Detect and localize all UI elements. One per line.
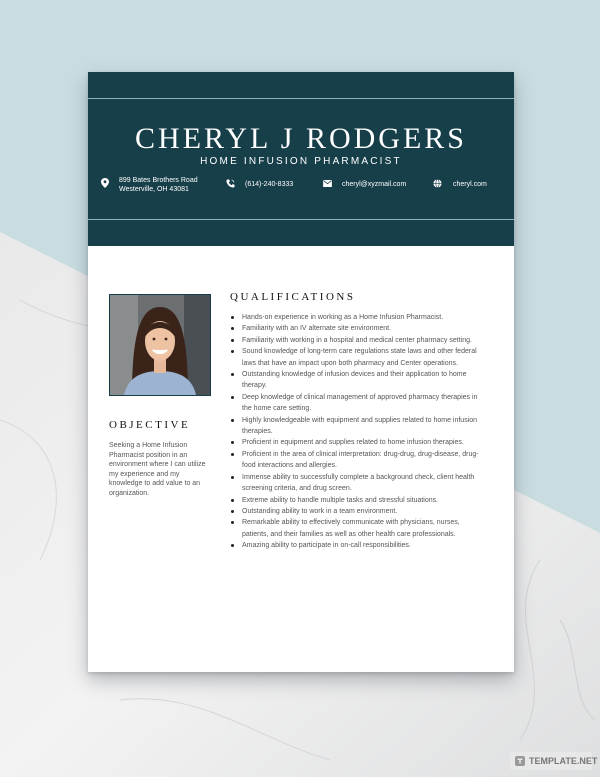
list-item: Amazing ability to participate in on-call responsibilities. xyxy=(230,540,488,551)
list-item: Familiarity with an IV alternate site environment. xyxy=(230,323,488,334)
phone: (614)-240-8333 xyxy=(245,181,294,188)
address xyxy=(119,176,198,194)
candidate-name: CHERYL J RODGERS xyxy=(135,122,467,155)
globe-icon xyxy=(433,179,442,188)
qualifications-heading: QUALIFICATIONS xyxy=(230,291,356,303)
header-rule-top xyxy=(88,98,514,99)
qualifications-list xyxy=(230,312,488,552)
email: cheryl@xyzmail.com xyxy=(342,181,407,188)
address-line-1: 899 Bates Brothers Road xyxy=(119,177,198,184)
resume-header xyxy=(88,72,514,246)
list-item: Hands-on experience in working as a Home Infusion Pharmacist. xyxy=(230,312,488,323)
header-rule-bottom xyxy=(88,219,514,220)
avatar xyxy=(110,295,210,395)
watermark-text: TEMPLATE.NET xyxy=(529,756,598,766)
address-line-2: Westerville, OH 43081 xyxy=(119,186,189,193)
list-item: Proficient in equipment and supplies related to home infusion therapies. xyxy=(230,437,488,448)
location-pin-icon xyxy=(101,178,109,188)
list-item: Deep knowledge of clinical management of approved pharmacy therapies in the home care setting. xyxy=(230,392,488,415)
list-item: Proficient in the area of clinical interpretation: drug-drug, drug-disease, drug-food interactions and allergies. xyxy=(230,449,488,472)
objective-heading: OBJECTIVE xyxy=(109,419,191,431)
list-item: Remarkable ability to effectively communicate with physicians, nurses, patients, and their families as well as other health care professionals. xyxy=(230,517,488,540)
list-item: Immense ability to successfully complete a background check, client health screening criteria, and drug screen. xyxy=(230,472,488,495)
resume-page xyxy=(88,72,514,672)
profile-photo xyxy=(109,294,211,396)
list-item: Extreme ability to handle multiple tasks and stressful situations. xyxy=(230,495,488,506)
list-item: Outstanding knowledge of infusion devices and their application to home therapy. xyxy=(230,369,488,392)
candidate-title: HOME INFUSION PHARMACIST xyxy=(200,156,402,167)
template-watermark xyxy=(510,752,598,770)
list-item: Sound knowledge of long-term care regulations state laws and other federal laws that have an impact upon both pharmacy and Center operations. xyxy=(230,346,488,369)
template-logo-icon xyxy=(515,756,525,766)
list-item: Familiarity with working in a hospital and medical center pharmacy setting. xyxy=(230,335,488,346)
website: cheryl.com xyxy=(453,181,487,188)
phone-icon xyxy=(226,179,235,188)
objective-text: Seeking a Home Infusion Pharmacist position in an environment where I can utilize my experience and my knowledge to add value to an organization. xyxy=(109,442,206,497)
list-item: Highly knowledgeable with equipment and supplies related to home infusion therapies. xyxy=(230,415,488,438)
list-item: Outstanding ability to work in a team environment. xyxy=(230,506,488,517)
envelope-icon xyxy=(323,180,332,187)
